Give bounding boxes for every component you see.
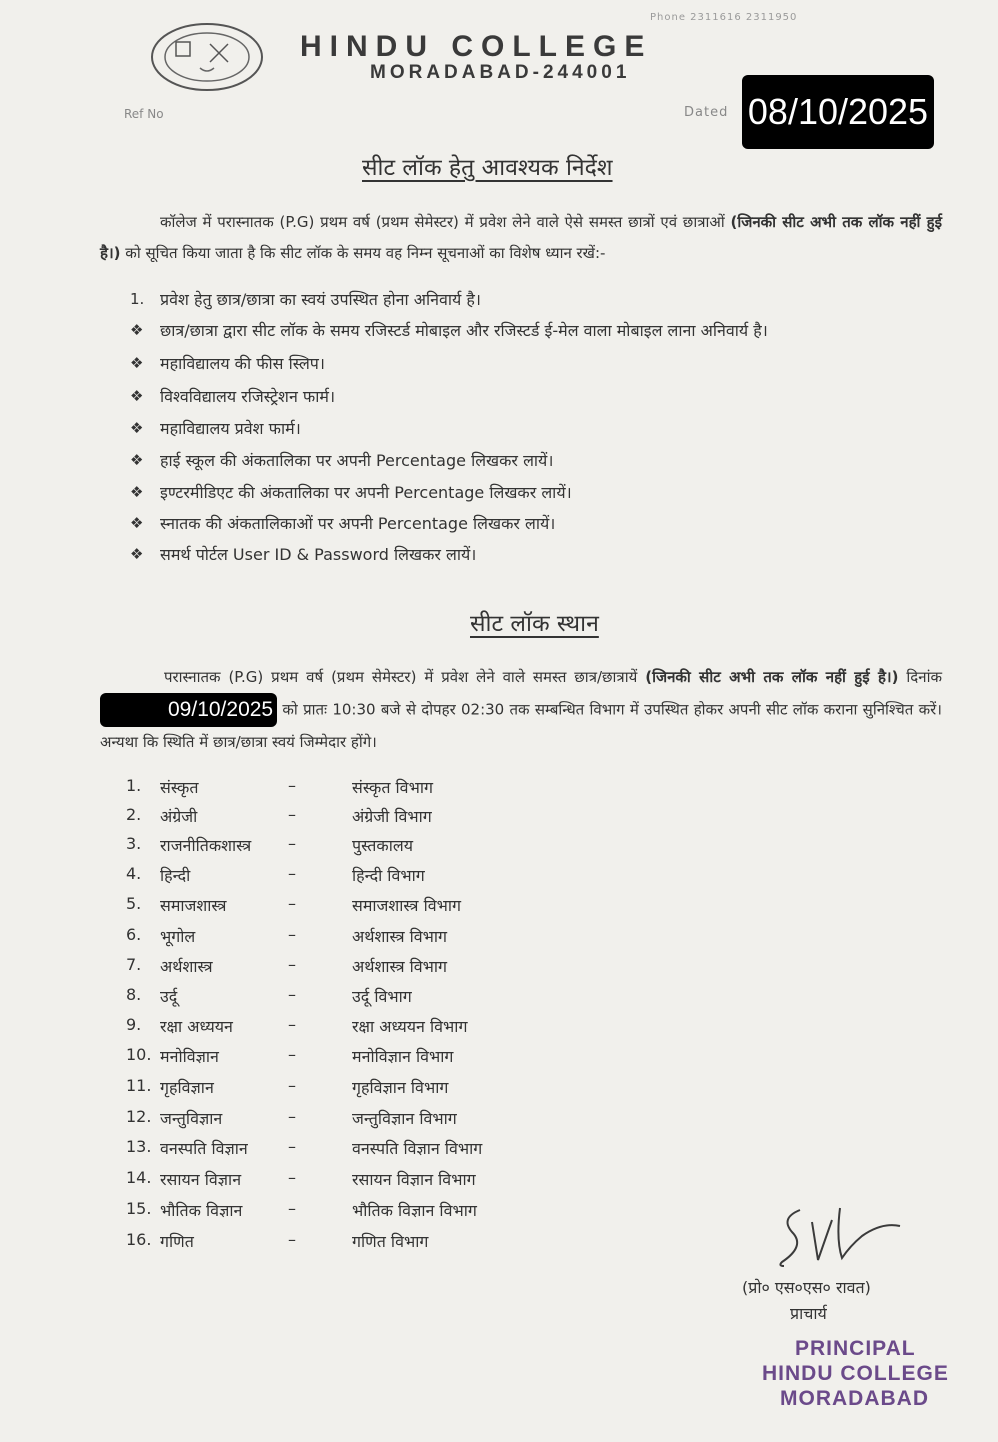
intro-end-text: को सूचित किया जाता है कि सीट लॉक के समय वह निम्न सूचनाओं का विशेष ध्यान रखें:- [125, 244, 606, 262]
subject-name: उर्दू [160, 987, 178, 1006]
instruction-item [130, 385, 335, 407]
item-text: समर्थ पोर्टल User ID & Password लिखकर लायें। [160, 545, 477, 564]
dash-separator: – [288, 955, 296, 974]
seat-lock-location-heading: सीट लॉक स्थान [470, 611, 599, 637]
subject-name: भूगोल [160, 927, 196, 946]
item-text: हाई स्कूल की अंकतालिका पर अपनी Percentage लिखकर लायें। [160, 451, 554, 470]
location-name: अर्थशास्त्र विभाग [352, 927, 448, 946]
subject-name: भौतिक विज्ञान [160, 1201, 243, 1220]
bullet-icon: ❖ [130, 545, 144, 563]
instruction-item [130, 417, 301, 439]
instruction-item [130, 512, 555, 534]
location-name: गणित विभाग [352, 1232, 429, 1251]
location-name: मनोविज्ञान विभाग [352, 1047, 454, 1066]
location-name: अंग्रेजी विभाग [352, 807, 432, 826]
subject-name: रसायन विज्ञान [160, 1170, 242, 1189]
instructions-heading: सीट लॉक हेतु आवश्यक निर्देश [362, 155, 613, 181]
instruction-item [130, 319, 768, 341]
college-address: MORADABAD-244001 [370, 62, 631, 83]
phone-number: Phone 2311616 2311950 [650, 12, 798, 23]
dash-separator: – [288, 776, 296, 795]
subject-name: समाजशास्त्र [160, 896, 227, 915]
row-number: 13. [126, 1137, 152, 1156]
dash-separator: – [288, 1168, 296, 1187]
row-number: 9. [126, 1015, 142, 1034]
row-number: 7. [126, 955, 142, 974]
dash-separator: – [288, 1076, 296, 1095]
para-bold-text: (जिनकी सीट अभी तक लॉक नहीं हुई है।) [645, 668, 899, 686]
dash-separator: – [288, 894, 296, 913]
signatory-name: (प्रो० एस०एस० रावत) [742, 1278, 871, 1297]
item-text: इण्टरमीडिएट की अंकतालिका पर अपनी Percentage लिखकर लायें। [160, 483, 572, 502]
subject-name: संस्कृत [160, 778, 199, 797]
subject-name: गणित [160, 1232, 194, 1251]
item-text: विश्वविद्यालय रजिस्ट्रेशन फार्म। [160, 387, 336, 406]
date-overlay-badge: 09/10/2025 [100, 693, 277, 727]
intro-text: कॉलेज में परास्नातक (P.G) प्रथम वर्ष (प्रथम सेमेस्टर) में प्रवेश लेने वाले ऐसे समस्त छात्रों एवं छात्राओं [160, 213, 725, 231]
item-text: स्नातक की अंकतालिकाओं पर अपनी Percentage लिखकर लायें। [160, 514, 556, 533]
principal-stamp-line-2: HINDU COLLEGE [762, 1362, 949, 1385]
row-number: 11. [126, 1076, 152, 1095]
bullet-icon: ❖ [130, 419, 144, 437]
dash-separator: – [288, 1137, 296, 1156]
item-marker: 1. [130, 290, 145, 308]
dash-separator: – [288, 834, 296, 853]
row-number: 2. [126, 805, 142, 824]
location-name: पुस्तकालय [352, 836, 413, 855]
intro-bold-text: (जिनकी सीट अभी तक लॉक नहीं हुई है।) [100, 213, 942, 262]
location-name: रसायन विज्ञान विभाग [352, 1170, 476, 1189]
subject-name: अंग्रेजी [160, 807, 198, 826]
principal-stamp-line-1: PRINCIPAL [795, 1337, 916, 1360]
item-text: प्रवेश हेतु छात्र/छात्रा का स्वयं उपस्थित होना अनिवार्य है। [160, 290, 481, 309]
dash-separator: – [288, 1107, 296, 1126]
seat-lock-paragraph [100, 662, 942, 758]
dash-separator: – [288, 1230, 296, 1249]
dash-separator: – [288, 864, 296, 883]
signatory-title: प्राचार्य [790, 1304, 827, 1323]
date-overlay-badge: 08/10/2025 [742, 75, 934, 149]
bullet-icon: ❖ [130, 354, 144, 372]
college-name: HINDU COLLEGE [300, 30, 653, 63]
row-number: 15. [126, 1199, 152, 1218]
instruction-item [130, 481, 572, 503]
item-text: महाविद्यालय की फीस स्लिप। [160, 354, 325, 373]
row-number: 14. [126, 1168, 152, 1187]
dash-separator: – [288, 805, 296, 824]
subject-name: अर्थशास्त्र [160, 957, 213, 976]
row-number: 6. [126, 925, 142, 944]
bullet-icon: ❖ [130, 387, 144, 405]
row-number: 16. [126, 1230, 152, 1249]
dash-separator: – [288, 1199, 296, 1218]
bullet-icon: ❖ [130, 483, 144, 501]
subject-name: राजनीतिकशास्त्र [160, 836, 252, 855]
row-number: 1. [126, 776, 142, 795]
row-number: 12. [126, 1107, 152, 1126]
row-number: 10. [126, 1045, 152, 1064]
instruction-item [130, 288, 481, 310]
location-name: समाजशास्त्र विभाग [352, 896, 462, 915]
handwritten-signature [770, 1200, 910, 1285]
bullet-icon: ❖ [130, 514, 144, 532]
subject-name: मनोविज्ञान [160, 1047, 219, 1066]
location-name: अर्थशास्त्र विभाग [352, 957, 448, 976]
location-name: जन्तुविज्ञान विभाग [352, 1109, 457, 1128]
dash-separator: – [288, 925, 296, 944]
bullet-icon: ❖ [130, 451, 144, 469]
dash-separator: – [288, 985, 296, 1004]
subject-name: रक्षा अध्ययन [160, 1017, 233, 1036]
subject-name: वनस्पति विज्ञान [160, 1139, 248, 1158]
dash-separator: – [288, 1045, 296, 1064]
instruction-item [130, 449, 553, 471]
para-text: परास्नातक (P.G) प्रथम वर्ष (प्रथम सेमेस्टर) में प्रवेश लेने वाले समस्त छात्र/छात्रायें [164, 668, 638, 686]
item-text: छात्र/छात्रा द्वारा सीट लॉक के समय रजिस्टर्ड मोबाइल और रजिस्टर्ड ई-मेल वाला मोबाइल लाना अनिवार्य है। [160, 321, 768, 340]
row-number: 5. [126, 894, 142, 913]
college-seal-logo [150, 22, 264, 92]
subject-name: गृहविज्ञान [160, 1078, 214, 1097]
row-number: 3. [126, 834, 142, 853]
row-number: 4. [126, 864, 142, 883]
row-number: 8. [126, 985, 142, 1004]
para-end-text: को प्रातः 10:30 बजे से दोपहर 02:30 तक सम्बन्धित विभाग में उपस्थित होकर अपनी सीट लॉक कराना सुनिश्चित करें। अन्यथा कि स्थिति में छात्र/छात्रा स्वयं जिम्मेदार होंगे। [100, 700, 942, 751]
principal-stamp-line-3: MORADABAD [780, 1387, 929, 1410]
location-name: उर्दू विभाग [352, 987, 412, 1006]
location-name: रक्षा अध्ययन विभाग [352, 1017, 468, 1036]
ref-number-label: Ref No [124, 107, 164, 121]
location-name: गृहविज्ञान विभाग [352, 1078, 449, 1097]
subject-name: हिन्दी [160, 866, 191, 885]
location-name: भौतिक विज्ञान विभाग [352, 1201, 477, 1220]
bullet-icon: ❖ [130, 321, 144, 339]
location-name: हिन्दी विभाग [352, 866, 425, 885]
para-date-label: दिनांक [906, 668, 942, 686]
instructions-intro [100, 207, 942, 269]
instruction-item [130, 352, 325, 374]
instruction-item [130, 543, 476, 565]
location-name: संस्कृत विभाग [352, 778, 433, 797]
location-name: वनस्पति विज्ञान विभाग [352, 1139, 483, 1158]
dash-separator: – [288, 1015, 296, 1034]
dated-label: Dated [684, 105, 729, 120]
item-text: महाविद्यालय प्रवेश फार्म। [160, 419, 301, 438]
subject-name: जन्तुविज्ञान [160, 1109, 223, 1128]
